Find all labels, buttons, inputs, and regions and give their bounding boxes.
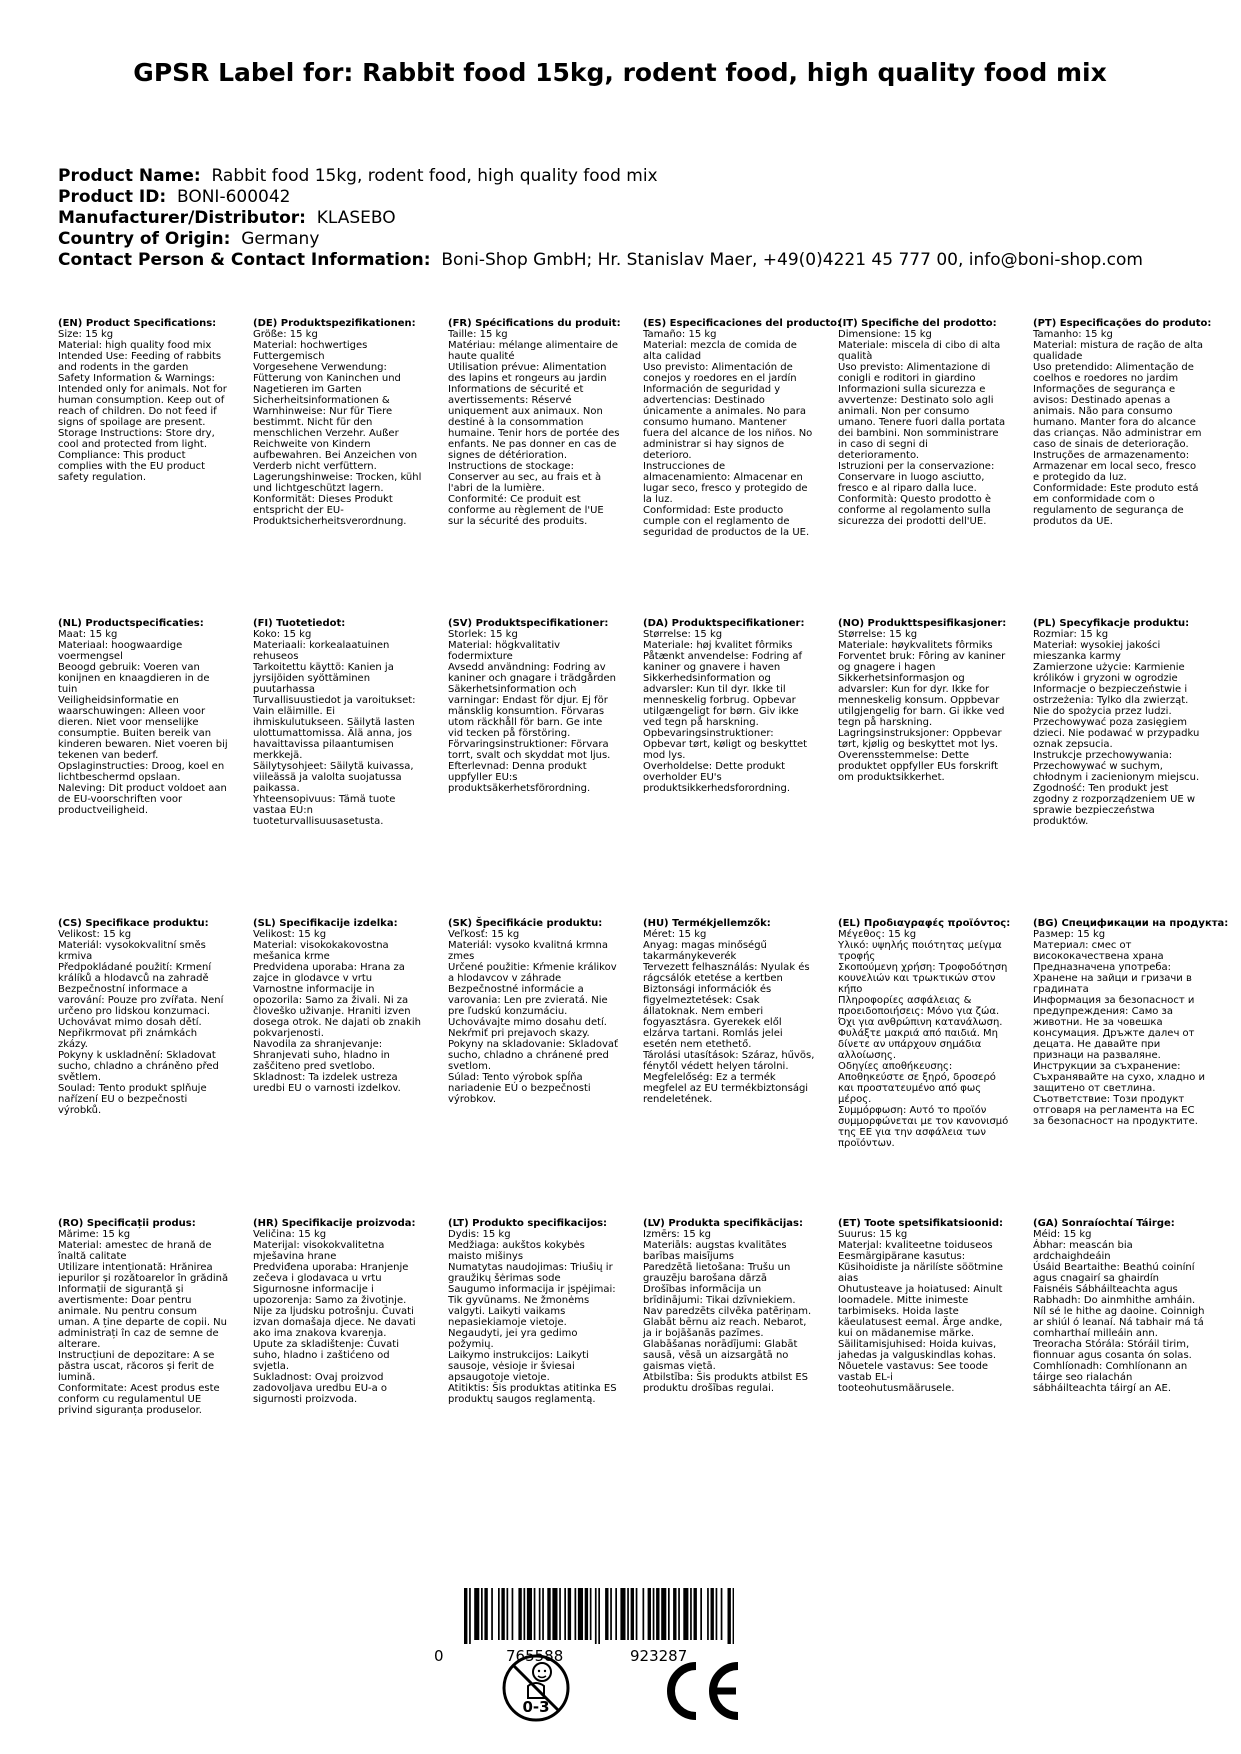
spec-line: Zamierzone użycie: Karmienie królików i gryzoni w ogrodzie <box>1033 662 1185 684</box>
spec-block <box>1033 618 1205 827</box>
spec-line: Materiale: miscela di cibo di alta qualità <box>838 340 1001 362</box>
ce-mark-icon <box>660 1660 742 1722</box>
spec-heading: (FR) Spécifications du produit: <box>448 318 621 329</box>
barcode-bar <box>627 1588 629 1640</box>
spec-line: Förvaringsinstruktioner: Förvara torrt, svalt och skyddat mot ljus. <box>448 739 611 761</box>
spec-line: Predvidena uporaba: Hrana za zajce in glodavce v vrtu <box>253 962 405 984</box>
spec-line: Atbilstība: Šis produkts atbilst ES produktu drošības regulai. <box>643 1372 809 1394</box>
spec-heading: (NO) Produkttspesifikasjoner: <box>838 618 1007 629</box>
spec-line: Ábhar: meascán bia ardchaighdeáin <box>1033 1240 1133 1262</box>
spec-line: Sikkerhetsinformasjon og advarsler: Kun for dyr. Ikke for menneskelig konsum. Oppbevar utilgjengelig for barn. Gi ikke ved tegn på harskning. <box>838 673 1005 728</box>
spec-line: Conformité: Ce produit est conforme au règlement de l'UE sur la sécurité des produits. <box>448 494 604 527</box>
spec-line: Informações de segurança e avisos: Destinado apenas a animais. Não para consumo humano. Manter fora do alcance das crianças. Não administrar em caso de sinais de deterioração. <box>1033 384 1202 450</box>
spec-line: Méid: 15 kg <box>1033 1229 1092 1240</box>
info-country-of-origin: Country of Origin: Germany <box>58 229 320 249</box>
spec-line: Materjal: kvaliteetne toiduseos <box>838 1240 993 1251</box>
spec-line: Размер: 15 kg <box>1033 929 1106 940</box>
spec-line: Tárolási utasítások: Száraz, hűvös, fénytől védett helyen tárolni. <box>643 1050 815 1072</box>
spec-line: Glabāšanas norādījumi: Glabāt sausā, vēsā un aizsargātā no gaismas vietā. <box>643 1339 798 1372</box>
spec-line: Úsáid Beartaithe: Beathú coiníní agus cnagairí sa ghairdín <box>1033 1262 1195 1284</box>
spec-line: Uso previsto: Alimentación de conejos y roedores en el jardín <box>643 362 797 384</box>
barcode-bar <box>673 1588 676 1640</box>
spec-block <box>643 318 842 538</box>
spec-line: Overensstemmelse: Dette produktet oppfyller EUs forskrift om produktsikkerhet. <box>838 750 999 783</box>
barcode-bar <box>578 1588 583 1640</box>
spec-line: Efterlevnad: Denna produkt uppfyller EU:s produktsäkerhetsförordning. <box>448 761 591 794</box>
spec-line: Uso previsto: Alimentazione di conigli e roditori in giardino <box>838 362 991 384</box>
spec-line: Treoracha Stórála: Stóráil tirim, fionnuar agus cosanta ón solas. <box>1033 1339 1192 1361</box>
spec-line: Sigurnosne informacije i upozorenja: Samo za životinje. Nije za ljudsku potrošnju. Čuvati izvan domašaja djece. Ne davati ako ima znakova kvarenja. <box>253 1284 416 1339</box>
spec-line: Materiāls: augstas kvalitātes barības maisījums <box>643 1240 787 1262</box>
spec-line: Comhlíonadh: Comhlíonann an táirge seo rialachán sábháilteachta táirgí an AE. <box>1033 1361 1188 1394</box>
spec-line: Paredzētā lietošana: Trušu un grauzēju barošana dārzā <box>643 1262 791 1284</box>
spec-line: Storage Instructions: Store dry, cool and protected from light. <box>58 428 215 450</box>
spec-line: Instrukcje przechowywania: Przechowywać w suchym, chłodnym i zacienionym miejscu. <box>1033 750 1200 783</box>
spec-line: Μέγεθος: 15 kg <box>838 929 917 940</box>
spec-line: Instrucțiuni de depozitare: A se păstra uscat, răcoros și ferit de lumină. <box>58 1350 215 1383</box>
spec-line: Faisnéis Sábháilteachta agus Rabhadh: Do ainmhithe amháin. Níl sé le hithe ag daoine. Coinnigh ar shiúl ó leanaí. Ná tabhair má tá comharthaí milleáin ann. <box>1033 1284 1205 1339</box>
spec-line: Säilitamisjuhised: Hoida kuivas, jahedas ja valguskindlas kohas. <box>838 1339 997 1361</box>
spec-line: Πληροφορίες ασφάλειας & προειδοποιήσεις: Μόνο για ζώα. Όχι για ανθρώπινη κατανάλωση. Φυλάξτε μακριά από παιδιά. Μη δίνετε αν υπάρχουν σημάδια αλλοίωσης. <box>838 995 1003 1061</box>
spec-line: Instructions de stockage: Conserver au sec, au frais et à l'abri de la lumière. <box>448 461 602 494</box>
spec-line: Υλικό: υψηλής ποιότητας μείγμα τροφής <box>838 940 1002 962</box>
barcode-bar <box>474 1588 479 1640</box>
spec-line: Mărime: 15 kg <box>58 1229 131 1240</box>
barcode-bar <box>656 1588 659 1640</box>
barcode-bar <box>707 1588 709 1640</box>
spec-line: Saugumo informacija ir įspėjimai: Tik gyvūnams. Ne žmonėms valgyti. Laikyti vaikams nepasiekiamoje vietoje. Negaudyti, jei yra gedimo požymių. <box>448 1284 616 1350</box>
spec-line: Megfelelőség: Ez a termék megfelel az EU termékbiztonsági rendeletének. <box>643 1072 809 1105</box>
spec-heading: (DE) Produktspezifikationen: <box>253 318 416 329</box>
age-0-3-warning-icon <box>500 1652 572 1740</box>
barcode-bar <box>539 1588 541 1640</box>
spec-line: Anyag: magas minőségű takarmánykeverék <box>643 940 767 962</box>
specifications-grid <box>58 318 1228 1468</box>
barcode-bar <box>648 1588 651 1640</box>
spec-line: Материал: смес от висококачествена храна <box>1033 940 1164 962</box>
spec-line: Säilytysohjeet: Säilytä kuivassa, viileässä ja valolta suojatussa paikassa. <box>253 761 414 794</box>
spec-block <box>448 618 620 794</box>
barcode-bar <box>507 1588 509 1640</box>
spec-line: Opslaginstructies: Droog, koel en lichtbeschermd opslaan. <box>58 761 225 783</box>
barcode-bar <box>728 1588 731 1644</box>
svg-text:0-3: 0-3 <box>522 1698 550 1716</box>
info-product-name: Product Name: Rabbit food 15kg, rodent food, high quality food mix <box>58 166 658 186</box>
spec-line: Storlek: 15 kg <box>448 629 518 640</box>
spec-line: Compliance: This product complies with the EU product safety regulation. <box>58 450 206 483</box>
spec-line: Conformità: Questo prodotto è conforme al regolamento sulla sicurezza dei prodotti dell'UE. <box>838 494 992 527</box>
barcode-bar <box>598 1588 600 1644</box>
info-product-id: Product ID: BONI-600042 <box>58 187 291 207</box>
spec-row <box>58 1218 1228 1468</box>
spec-line: Taille: 15 kg <box>448 329 508 340</box>
spec-line: Safety Information & Warnings: Intended only for animals. Not for human consumption. Keep out of reach of children. Do not feed if signs of spoilage are present. <box>58 373 227 428</box>
spec-line: Numatytas naudojimas: Triušių ir graužikų šėrimas sode <box>448 1262 613 1284</box>
spec-row <box>58 618 1228 918</box>
spec-line: Skladnost: Ta izdelek ustreza uredbi EU o varnosti izdelkov. <box>253 1072 401 1094</box>
barcode-bar <box>615 1588 617 1640</box>
barcode-digits-left: 765588 <box>506 1647 564 1665</box>
spec-line: Avsedd användning: Fodring av kaniner och gnagare i trädgården <box>448 662 616 684</box>
spec-line: Uso pretendido: Alimentação de coelhos e roedores no jardim <box>1033 362 1194 384</box>
spec-line: Instrucciones de almacenamiento: Almacenar en lugar seco, fresco y protegido de la luz. <box>643 461 808 505</box>
spec-line: Matériau: mélange alimentaire de haute qualité <box>448 340 619 362</box>
spec-block <box>253 918 425 1094</box>
barcode-bar <box>564 1588 566 1640</box>
spec-line: Lagringsinstruksjoner: Oppbevar tørt, kjølig og beskyttet mot lys. <box>838 728 1002 750</box>
spec-line: Informazioni sulla sicurezza e avvertenze: Destinato solo agli animali. Non per consumo umano. Tenere fuori dalla portata dei bambini. Non somministrare in caso di segni di deterioramento. <box>838 384 1006 461</box>
spec-line: Информация за безопасност и предупреждения: Само за животни. Не за човешка консумация. Дръжте далеч от децата. Не давайте при признаци на разваляне. <box>1033 995 1195 1061</box>
barcode-bar <box>653 1588 655 1640</box>
spec-line: Sicherheitsinformationen & Warnhinweise: Nur für Tiere bestimmt. Nicht für den menschlichen Verzehr. Außer Reichweite von Kindern aufbewahren. Bei Anzeichen von Verderb nicht verfüttern. <box>253 395 418 472</box>
spec-line: Materiaali: korkealaatuinen rehuseos <box>253 640 390 662</box>
barcode-bar <box>678 1588 680 1640</box>
spec-line: Izmērs: 15 kg <box>643 1229 712 1240</box>
barcode-bar <box>501 1588 504 1640</box>
info-contact: Contact Person & Contact Information: Boni-Shop GmbH; Hr. Stanislav Maer, +49(0)4221 45 777 00, info@boni-shop.com <box>58 250 1143 270</box>
spec-line: Drošības informācija un brīdinājumi: Tikai dzīvniekiem. Nav paredzēts cilvēka patēriņam. Glabāt bērnu aiz reach. Nebarot, ja ir bojāšanās pazīmes. <box>643 1284 812 1339</box>
spec-line: Tamanho: 15 kg <box>1033 329 1113 340</box>
barcode-bar <box>464 1588 467 1644</box>
barcode-bar <box>484 1588 487 1640</box>
barcode-bar <box>585 1588 588 1640</box>
barcode-bar <box>590 1588 592 1640</box>
spec-line: Dydis: 15 kg <box>448 1229 511 1240</box>
spec-line: Rozmiar: 15 kg <box>1033 629 1109 640</box>
spec-line: Información de seguridad y advertencias: Destinado únicamente a animales. No para consumo humano. Mantener fuera del alcance de los niños. No administrar si hay signos de deterioro. <box>643 384 813 461</box>
info-manufacturer: Manufacturer/Distributor: KLASEBO <box>58 208 396 228</box>
spec-block <box>58 1218 230 1416</box>
spec-line: Varnostne informacije in opozorila: Samo za živali. Ni za človeško uživanje. Hraniti izven dosega otrok. Ne dajati ob znakih pokvarjenosti. <box>253 984 422 1039</box>
spec-heading: (CS) Specifikace produktu: <box>58 918 209 929</box>
spec-line: Material: amestec de hrană de înaltă calitate <box>58 1240 212 1262</box>
spec-line: Предназначена употреба: Хранене на зайци и гризачи в градината <box>1033 962 1192 995</box>
spec-line: Bezpečnostní informace a varování: Pouze pro zvířata. Není určeno pro lidskou konzumaci. Uchovávat mimo dosah dětí. Nepřikrmovat při známkách zkázy. <box>58 984 224 1050</box>
spec-heading: (FI) Tuotetiedot: <box>253 618 346 629</box>
spec-line: Materiał: wysokiej jakości mieszanka karmy <box>1033 640 1161 662</box>
spec-line: Größe: 15 kg <box>253 329 318 340</box>
spec-line: Material: högkvalitativ fodermixture <box>448 640 561 662</box>
spec-line: Sikkerhedsinformation og advarsler: Kun til dyr. Ikke til menneskelig forbrug. Opbevar utilgængeligt for børn. Giv ikke ved tegn på harskning. <box>643 673 799 728</box>
spec-line: Størrelse: 15 kg <box>838 629 918 640</box>
spec-block <box>448 318 620 527</box>
spec-line: Pokyny na skladovanie: Skladovať sucho, chladno a chránené pred svetlom. <box>448 1039 618 1072</box>
barcode-bar <box>733 1588 734 1644</box>
spec-line: Medžiaga: aukštos kokybės maisto mišinys <box>448 1240 585 1262</box>
spec-heading: (SK) Špecifikácie produktu: <box>448 918 603 929</box>
spec-line: Turvallisuustiedot ja varoitukset: Vain eläimille. Ei ihmiskulutukseen. Säilytä lasten ulottumattomissa. Älä anna, jos havaittavissa pilaantumisen merkkejä. <box>253 695 416 761</box>
barcode-bar <box>620 1588 625 1640</box>
spec-line: Material: mistura de ração de alta qualidade <box>1033 340 1204 362</box>
spec-block <box>253 318 425 527</box>
barcode-bar <box>559 1588 561 1640</box>
spec-line: Size: 15 kg <box>58 329 114 340</box>
spec-heading: (BG) Спецификации на продукта: <box>1033 918 1229 929</box>
barcode-bar <box>716 1588 718 1640</box>
barcode-bar <box>534 1588 536 1640</box>
spec-heading: (IT) Specifiche del prodotto: <box>838 318 997 329</box>
spec-line: Istruzioni per la conservazione: Conservare in luogo asciutto, fresco e al riparo dalla luce. <box>838 461 995 494</box>
spec-line: Informations de sécurité et avertissements: Réservé uniquement aux animaux. Non destiné à la consommation humaine. Tenir hors de portée des enfants. Ne pas donner en cas de signes de détérioration. <box>448 384 620 461</box>
spec-line: Conformitate: Acest produs este conform cu regulamentul UE privind siguranța produselor. <box>58 1383 220 1416</box>
spec-line: Συμμόρφωση: Αυτό το προϊόν συμμορφώνεται με τον κανονισμό της ΕΕ για την ασφάλεια των προϊόντων. <box>838 1105 1009 1149</box>
spec-line: Předpokládané použití: Krmení králíků a hlodavců na zahradě <box>58 962 212 984</box>
spec-line: Eesmärgipärane kasutus: Küsihoidiste ja närilíste söötmine aias <box>838 1251 1004 1284</box>
page-title: GPSR Label for: Rabbit food 15kg, rodent food, high quality food mix <box>133 58 1107 87</box>
spec-line: Overholdelse: Dette produkt overholder EU's produktsikkerhedsforordning. <box>643 761 791 794</box>
spec-line: Upute za skladištenje: Čuvati suho, hladno i zaštićeno od svjetla. <box>253 1339 400 1372</box>
barcode-bar <box>683 1588 688 1640</box>
spec-line: Conformidad: Este producto cumple con el reglamento de seguridad de productos de la UE. <box>643 505 810 538</box>
spec-block <box>448 918 620 1105</box>
spec-line: Инструкции за съхранение: Съхранявайте на сухо, хладно и защитено от светлина. <box>1033 1061 1206 1094</box>
spec-row <box>58 918 1228 1218</box>
spec-line: Určené použitie: Kŕmenie králikov a hlodavcov v záhrade <box>448 962 617 984</box>
spec-heading: (HU) Termékjellemzők: <box>643 918 771 929</box>
spec-line: Naleving: Dit product voldoet aan de EU-voorschriften voor productveiligheid. <box>58 783 227 816</box>
barcode-bar <box>518 1588 521 1640</box>
spec-line: Conformidade: Este produto está em conformidade com o regulamento de segurança de produtos da UE. <box>1033 483 1199 527</box>
spec-line: Intended Use: Feeding of rabbits and rodents in the garden <box>58 351 222 373</box>
spec-block <box>838 918 1010 1149</box>
spec-block <box>838 318 1010 527</box>
spec-line: Forventet bruk: Fôring av kaniner og gnagere i hagen <box>838 651 1006 673</box>
spec-line: Utilizare intenționată: Hrănirea iepurilor și rozătoarelor în grădină <box>58 1262 229 1284</box>
spec-row <box>58 318 1228 618</box>
spec-line: Nõuetele vastavus: See toode vastab EL-i tooteohutusmäärusele. <box>838 1361 989 1394</box>
barcode-bar <box>524 1588 526 1640</box>
barcode-bar <box>568 1588 571 1640</box>
spec-heading: (LV) Produkta specifikācijas: <box>643 1218 803 1229</box>
spec-heading: (HR) Specifikacije proizvoda: <box>253 1218 416 1229</box>
spec-line: Súlad: Tento výrobok spĺňa nariadenie EÚ o bezpečnosti výrobkov. <box>448 1072 591 1105</box>
spec-line: Instruções de armazenamento: Armazenar em local seco, fresco e protegido da luz. <box>1033 450 1197 483</box>
spec-heading: (DA) Produktspecifikationer: <box>643 618 805 629</box>
barcode-bar <box>481 1588 483 1640</box>
spec-line: Material: visokokakovostna mešanica krme <box>253 940 389 962</box>
barcode-bar <box>605 1588 608 1640</box>
spec-line: Påtænkt anvendelse: Fodring af kaniner og gnavere i haven <box>643 651 803 673</box>
barcode-bar <box>575 1588 577 1640</box>
spec-block <box>643 918 815 1105</box>
spec-heading: (PT) Especificações do produto: <box>1033 318 1212 329</box>
spec-line: Tarkoitettu käyttö: Kanien ja jyrsijöiden syöttäminen puutarhassa <box>253 662 394 695</box>
spec-block <box>1033 918 1229 1127</box>
barcode-bar <box>643 1588 645 1640</box>
spec-line: Material: high quality food mix <box>58 340 212 351</box>
spec-line: Opbevaringsinstruktioner: Opbevar tørt, køligt og beskyttet mod lys. <box>643 728 808 761</box>
barcode-bar <box>542 1588 544 1640</box>
barcode-bar <box>527 1588 532 1640</box>
spec-line: Materijal: visokokvalitetna mješavina hrane <box>253 1240 385 1262</box>
spec-line: Σκοπούμενη χρήση: Τροφοδότηση κουνελιών και τρωκτικών στον κήπο <box>838 962 1008 995</box>
barcode-bar <box>694 1588 697 1640</box>
spec-line: Materiale: høj kvalitet fôrmiks <box>643 640 793 651</box>
barcode-bar <box>631 1588 634 1640</box>
spec-line: Съответствие: Този продукт отговаря на регламента на ЕС за безопасност на продуктите. <box>1033 1094 1198 1127</box>
spec-line: Utilisation prévue: Alimentation des lapins et rongeurs au jardin <box>448 362 607 384</box>
spec-line: Navodila za shranjevanje: Shranjevati suho, hladno in zaščiteno pred svetlobo. <box>253 1039 390 1072</box>
spec-block <box>448 1218 620 1405</box>
spec-block <box>58 318 230 483</box>
spec-block <box>643 618 815 794</box>
spec-line: Veiligheidsinformatie en waarschuwingen: Alleen voor dieren. Niet voor menselijke consumptie. Buiten bereik van kinderen bewaren. Niet voeren bij tekenen van bederf. <box>58 695 228 761</box>
spec-line: Tamaño: 15 kg <box>643 329 717 340</box>
spec-line: Velikost: 15 kg <box>253 929 327 940</box>
spec-heading: (GA) Sonraíochtaí Táirge: <box>1033 1218 1175 1229</box>
spec-heading: (RO) Specificații produs: <box>58 1218 196 1229</box>
spec-line: Dimensione: 15 kg <box>838 329 932 340</box>
barcode-bar <box>491 1588 493 1640</box>
spec-line: Maat: 15 kg <box>58 629 118 640</box>
spec-line: Veličina: 15 kg <box>253 1229 327 1240</box>
spec-line: Suurus: 15 kg <box>838 1229 908 1240</box>
spec-line: Sukladnost: Ovaj proizvod zadovoljava uredbu EU-a o sigurnosti proizvoda. <box>253 1372 388 1405</box>
spec-line: Pokyny k uskladnění: Skladovat sucho, chladno a chráněno před světlem. <box>58 1050 219 1083</box>
barcode-bar <box>469 1588 471 1644</box>
spec-heading: (EL) Προδιαγραφές προϊόντος: <box>838 918 1011 929</box>
spec-line: Οδηγίες αποθήκευσης: Αποθηκεύστε σε ξηρό, δροσερό και προστατευμένο από φως μέρος. <box>838 1061 996 1105</box>
spec-line: Koko: 15 kg <box>253 629 312 640</box>
barcode-bar <box>610 1588 612 1640</box>
barcode-bar <box>512 1588 514 1640</box>
spec-line: Informații de siguranță și avertismente: Doar pentru animale. Nu pentru consum uman. A ține departe de copii. Nu administrați în caz de semne de alterare. <box>58 1284 228 1350</box>
spec-line: Yhteensopivuus: Tämä tuote vastaa EU:n tuoteturvallisuusasetusta. <box>253 794 396 827</box>
spec-line: Materiál: vysoko kvalitná krmna zmes <box>448 940 608 962</box>
spec-line: Materiaal: hoogwaardige voermengsel <box>58 640 183 662</box>
spec-block <box>838 1218 1010 1394</box>
barcode-bar <box>498 1588 500 1640</box>
spec-heading: (SL) Specifikacije izdelka: <box>253 918 398 929</box>
spec-heading: (SV) Produktspecifikationer: <box>448 618 609 629</box>
spec-heading: (LT) Produkto specifikacijos: <box>448 1218 608 1229</box>
spec-line: Säkerhetsinformation och varningar: Endast för djur. Ej för mänsklig konsumtion. Förvaras utom räckhåll för barn. Ge inte vid tecken på förstöring. <box>448 684 608 739</box>
spec-line: Materiale: høykvalitets fôrmiks <box>838 640 993 651</box>
spec-line: Materiál: vysokokvalitní směs krmiva <box>58 940 206 962</box>
spec-block <box>1033 1218 1205 1394</box>
spec-heading: (PL) Specyfikacje produktu: <box>1033 618 1190 629</box>
spec-block <box>643 1218 815 1394</box>
barcode-bar <box>552 1588 557 1640</box>
spec-line: Zgodność: Ten produkt jest zgodny z rozporządzeniem UE w sprawie bezpieczeństwa produktów. <box>1033 783 1196 827</box>
spec-line: Velikost: 15 kg <box>58 929 132 940</box>
product-info <box>58 166 1198 271</box>
barcode-bar <box>711 1588 714 1640</box>
spec-line: Konformität: Dieses Produkt entspricht der EU-Produktsicherheitsverordnung. <box>253 494 407 527</box>
spec-block <box>253 618 425 827</box>
spec-line: Informacje o bezpieczeństwie i ostrzeżenia: Tylko dla zwierząt. Nie do spożycia przez ludzi. Przechowywać poza zasięgiem dzieci. Nie podawać w przypadku oznak zepsucia. <box>1033 684 1200 750</box>
spec-block <box>1033 318 1212 527</box>
barcode-bars <box>464 1588 734 1644</box>
barcode-bar <box>690 1588 692 1640</box>
spec-line: Bezpečnostné informácie a varovania: Len pre zvieratá. Nie pre ľudskú konzumáciu. Uchovávajte mimo dosahu detí. Nekŕmiť pri prejavoch skazy. <box>448 984 608 1039</box>
barcode-bar <box>636 1588 638 1640</box>
barcode-digit-first: 0 <box>434 1647 444 1665</box>
spec-heading: (ES) Especificaciones del producto: <box>643 318 842 329</box>
spec-block <box>58 918 230 1116</box>
barcode-bar <box>668 1588 670 1640</box>
spec-line: Beoogd gebruik: Voeren van konijnen en knaagdieren in de tuin <box>58 662 210 695</box>
barcode-bar <box>721 1588 723 1640</box>
barcode-bar <box>700 1588 702 1640</box>
spec-line: Soulad: Tento produkt splňuje nařízení EU o bezpečnosti výrobků. <box>58 1083 207 1116</box>
spec-block <box>253 1218 425 1405</box>
spec-block <box>58 618 230 816</box>
spec-line: Material: mezcla de comida de alta calidad <box>643 340 797 362</box>
barcode-bar <box>547 1588 550 1640</box>
barcode-bar <box>661 1588 666 1640</box>
spec-line: Biztonsági információk és figyelmeztetések: Csak állatoknak. Nem emberi fogyasztásra. Gyerekek elől elzárva tartani. Romlás jelei esetén nem etethető. <box>643 984 783 1050</box>
spec-heading: (ET) Toote spetsifikatsioonid: <box>838 1218 1004 1229</box>
barcode-digits-right: 923287 <box>630 1647 688 1665</box>
spec-line: Lagerungshinweise: Trocken, kühl und lichtgeschützt lagern. <box>253 472 422 494</box>
spec-block <box>838 618 1010 783</box>
spec-line: Atitiktis: Šis produktas atitinka ES produktų saugos reglamentą. <box>448 1383 617 1405</box>
barcode-bar <box>595 1588 597 1644</box>
spec-line: Laikymo instrukcijos: Laikyti sausoje, vėsioje ir šviesai apsaugotoje vietoje. <box>448 1350 589 1383</box>
spec-line: Veľkosť: 15 kg <box>448 929 520 940</box>
spec-line: Tervezett felhasználás: Nyulak és rágcsálók etetése a kertben <box>643 962 810 984</box>
spec-heading: (EN) Product Specifications: <box>58 318 217 329</box>
spec-line: Predviđena uporaba: Hranjenje zečeva i glodavaca u vrtu <box>253 1262 409 1284</box>
spec-heading: (NL) Productspecificaties: <box>58 618 204 629</box>
spec-line: Ohutusteave ja hoiatused: Ainult loomadele. Mitte inimeste tarbimiseks. Hoida laste käeulatusest eemal. Ärge andke, kui on mädanemise märke. <box>838 1284 1003 1339</box>
spec-line: Størrelse: 15 kg <box>643 629 723 640</box>
spec-line: Material: hochwertiges Futtergemisch <box>253 340 368 362</box>
spec-line: Méret: 15 kg <box>643 929 707 940</box>
spec-line: Vorgesehene Verwendung: Fütterung von Kaninchen und Nagetieren im Garten <box>253 362 401 395</box>
